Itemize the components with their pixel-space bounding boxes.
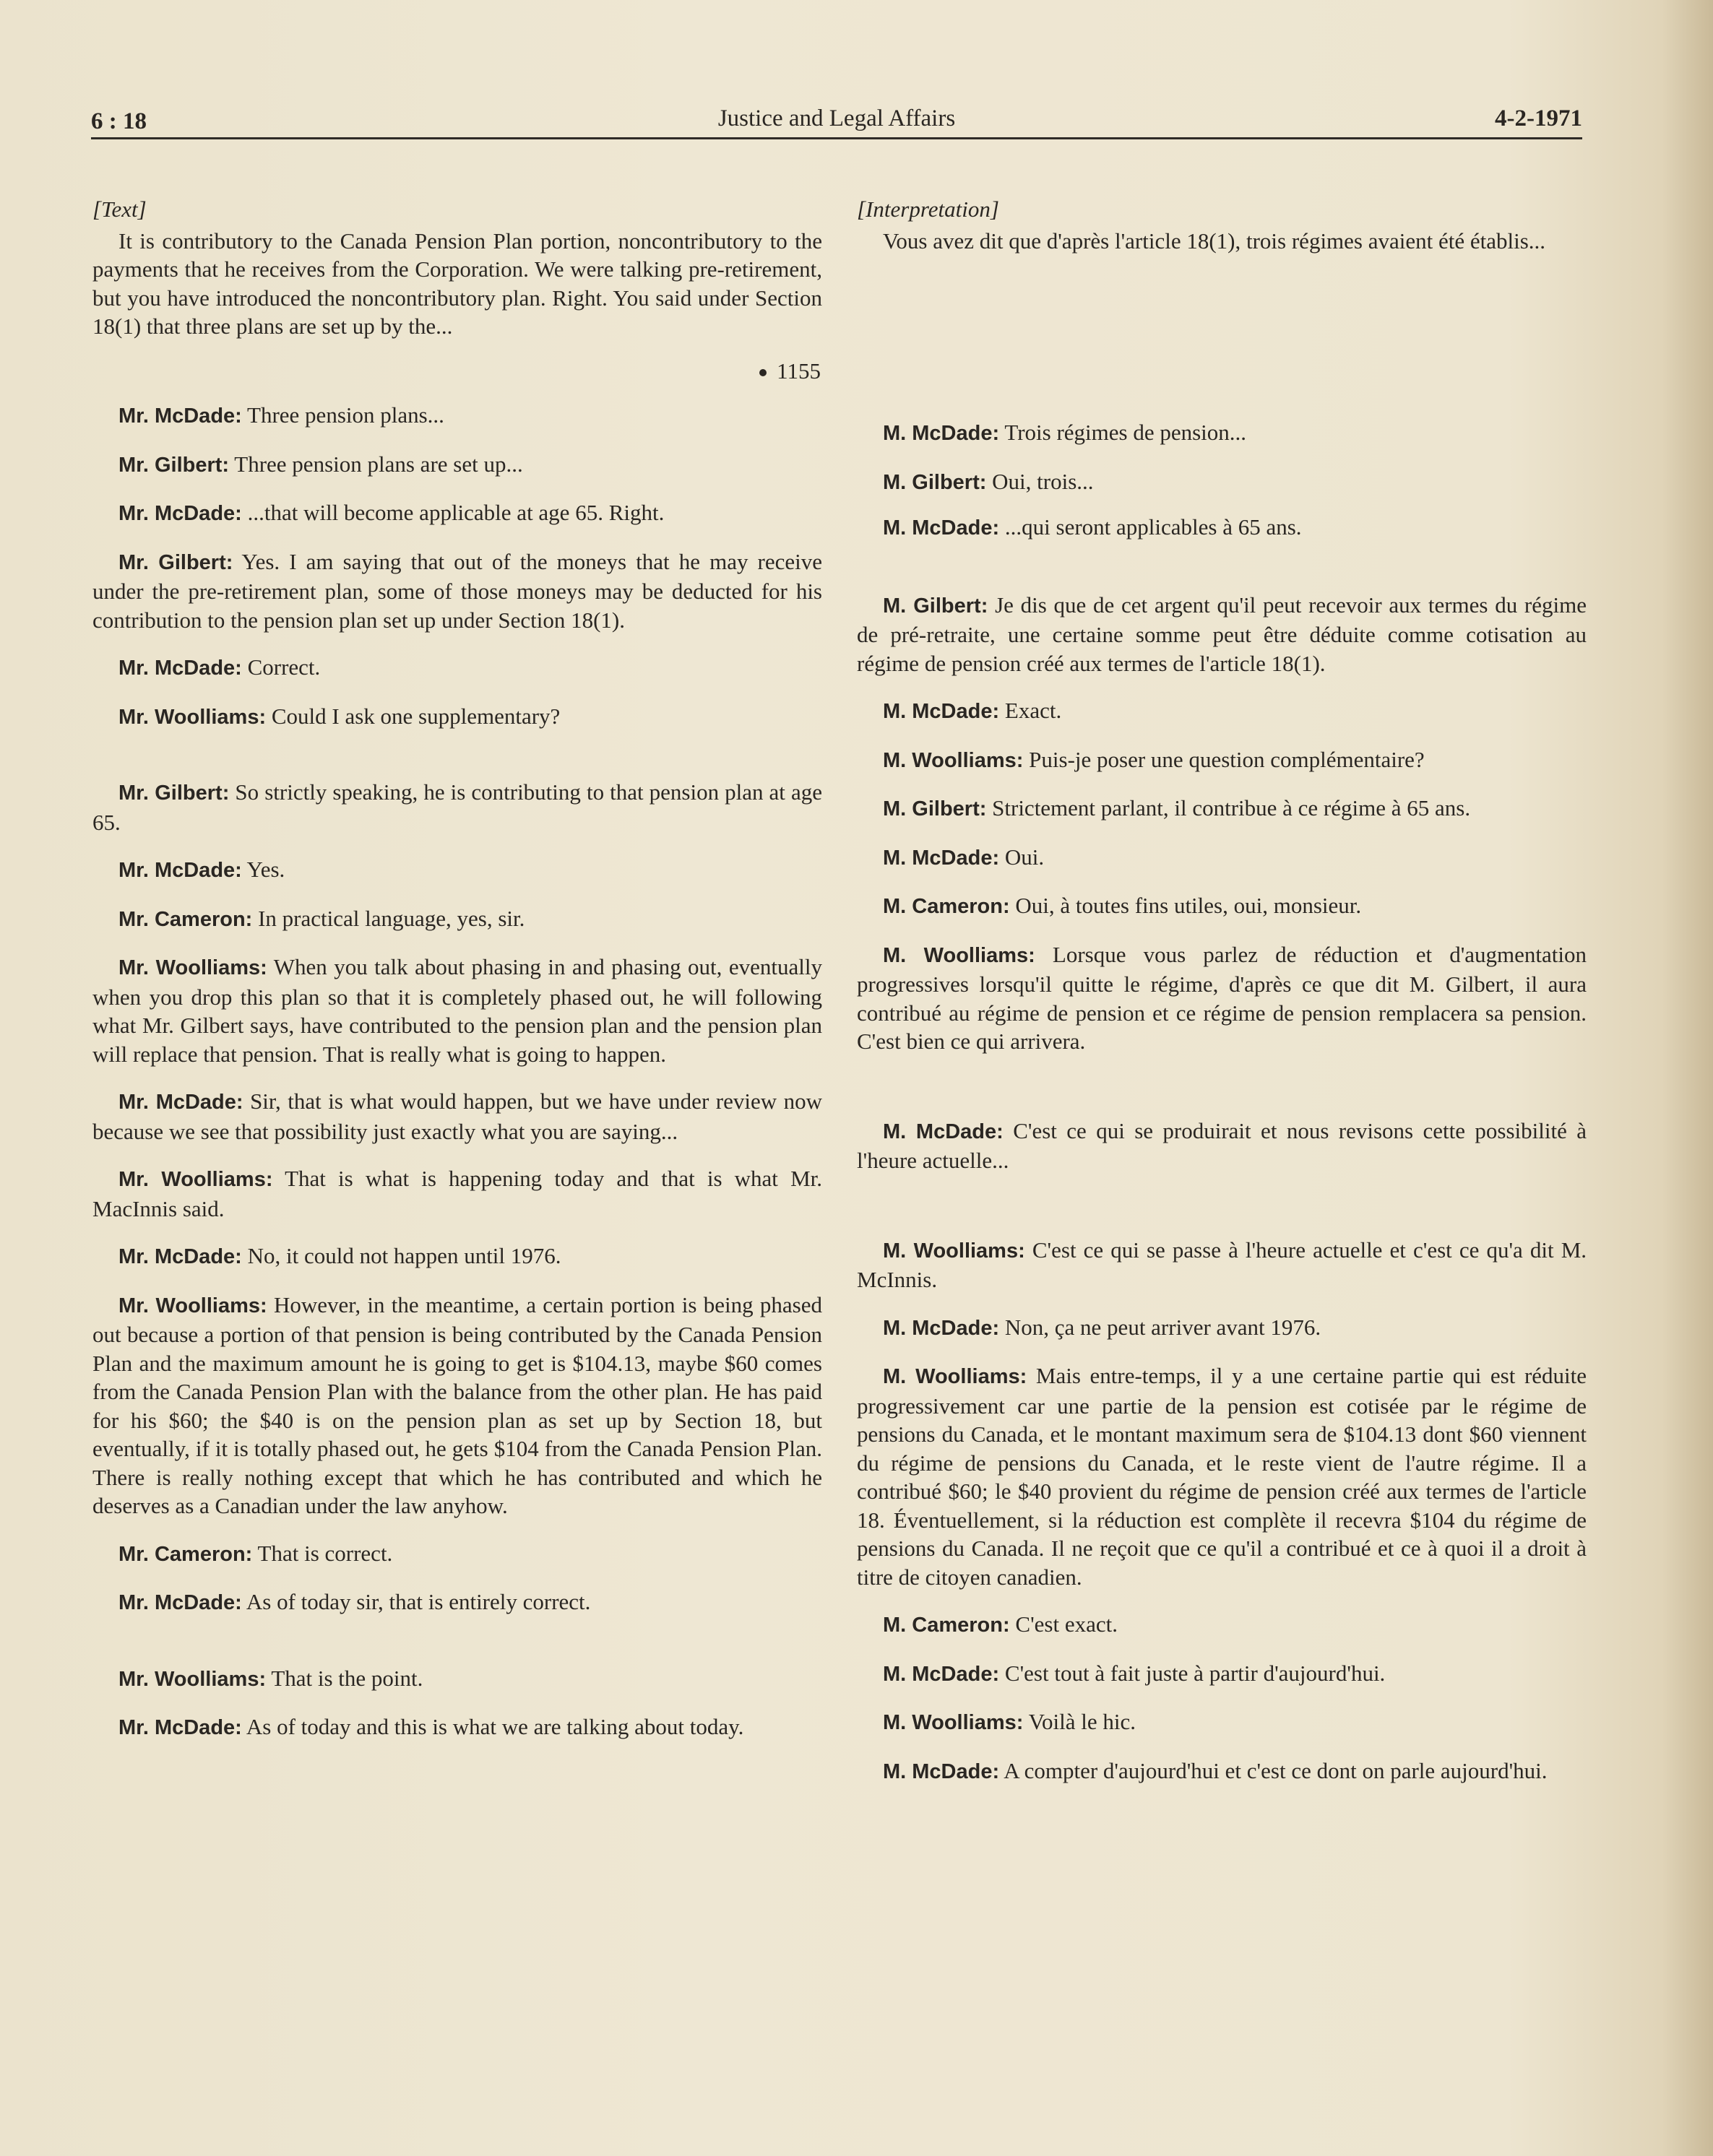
speech-entry [92, 702, 822, 732]
speaker-name: Mr. Woolliams: [118, 1168, 273, 1191]
speech-entry [92, 653, 822, 683]
speaker-name: M. McDade: [883, 1316, 1000, 1340]
speech-entry [92, 1291, 822, 1520]
speech-text: That is the point. [271, 1665, 423, 1691]
speech-text: Mais entre-temps, il y a une certaine partie qui est réduite progressivement car une partie de la pension est cotisée par le régime de pensions du Canada, et le montant maximum sera de $104.13 dont $60 viennent du régime de pensions du Canada, et le reste vient de l'autre régime. Il a contribué $60; le $40 provient du régime de pension créé aux termes de l'article 18. Éventuellement, si la réduction est complète il recevra $104 du régime de pensions du Canada. Il ne reçoit que ce qu'il a contribué et ce à quoi il a droit à titre de citoyen canadien. [857, 1363, 1587, 1590]
speaker-name: Mr. McDade: [118, 657, 242, 680]
speaker-name: M. McDade: [883, 700, 1000, 723]
speech-text: Lorsque vous parlez de réduction et d'augmentation progressives lorsqu'il quitte le régime, d'après ce que dit M. Gilbert, il aura contribué au régime de pension et ce régime de pension remplacera sa pension. C'est bien ce qui arrivera. [857, 941, 1587, 1054]
french-column [857, 195, 1587, 1786]
speech-text: Oui. [1004, 844, 1045, 870]
speech-entry [92, 1164, 822, 1223]
speech-entry [857, 418, 1587, 449]
speaker-name: Mr. McDade: [118, 502, 242, 525]
speech-text: As of today and this is what we are talking about today. [246, 1714, 744, 1739]
speaker-name: Mr. Woolliams: [118, 705, 267, 729]
speech-entry [857, 843, 1587, 873]
speech-entry [92, 1713, 822, 1743]
intro-paragraph: Vous avez dit que d'après l'article 18(1), trois régimes avaient été établis... [883, 228, 1546, 254]
speech-entry [92, 1588, 822, 1618]
speech-text: C'est ce qui se produirait et nous revisons cette possibilité à l'heure actuelle... [857, 1117, 1587, 1173]
speech-entry [92, 401, 822, 431]
column-label: [Interpretation] [857, 196, 999, 222]
speech-entry [857, 1313, 1587, 1343]
speaker-name: M. McDade: [883, 422, 1000, 445]
speech-text: C'est tout à fait juste à partir d'aujourd'hui. [1004, 1660, 1386, 1686]
speaker-name: M. Woolliams: [883, 1365, 1027, 1388]
speaker-name: M. McDade: [883, 1759, 1000, 1783]
speech-entry [857, 1361, 1587, 1591]
speech-entry [92, 1664, 822, 1694]
speech-entry [92, 1242, 822, 1272]
speech-text: C'est ce qui se passe à l'heure actuelle et c'est ce qu'a dit M. McInnis. [857, 1237, 1587, 1292]
speaker-name: Mr. Gilbert: [118, 550, 233, 574]
speech-entry [857, 1707, 1587, 1738]
speaker-name: M. McDade: [883, 1662, 1000, 1686]
speech-text: ...qui seront applicables à 65 ans. [1004, 514, 1302, 540]
speech-text: C'est exact. [1015, 1611, 1118, 1637]
speaker-name: Mr. Gilbert: [118, 782, 230, 805]
speaker-name: Mr. McDade: [118, 404, 242, 428]
speaker-name: Mr. Cameron: [118, 1542, 253, 1566]
speaker-name: Mr. Woolliams: [118, 1667, 267, 1691]
speaker-name: M. Cameron: [883, 895, 1010, 918]
speech-text: Oui, à toutes fins utiles, oui, monsieur. [1015, 893, 1362, 918]
speech-entry [92, 547, 822, 635]
speech-entry [92, 450, 822, 480]
speaker-name: M. Gilbert: [883, 470, 987, 494]
speech-text: That is what is happening today and that is what Mr. MacInnis said. [92, 1166, 822, 1221]
speech-entry [92, 498, 822, 529]
speech-text: Non, ça ne peut arriver avant 1976. [1004, 1314, 1321, 1340]
speech-entry [857, 891, 1587, 922]
publication-title: Justice and Legal Affairs [717, 105, 956, 131]
speaker-name: Mr. Gilbert: [118, 453, 230, 477]
speech-entry [857, 1757, 1587, 1787]
speaker-name: M. McDade: [883, 1120, 1004, 1143]
speaker-name: M. Gilbert: [883, 594, 988, 618]
speech-entry [857, 1610, 1587, 1640]
page-header [91, 100, 1582, 139]
speech-entry [857, 1659, 1587, 1689]
speaker-name: Mr. McDade: [118, 1245, 242, 1268]
speech-entry [92, 1087, 822, 1146]
speaker-name: M. Gilbert: [883, 797, 987, 821]
speech-text: Sir, that is what would happen, but we have under review now because we see that possibility just exactly what you are saying... [92, 1088, 822, 1144]
speech-text: In practical language, yes, sir. [258, 905, 525, 931]
speech-text: Could I ask one supplementary? [271, 703, 561, 729]
speech-entry [857, 1117, 1587, 1175]
english-column [92, 195, 822, 1743]
speech-text: Puis-je poser une question complémentaire? [1029, 746, 1425, 772]
speech-text: Three pension plans... [247, 402, 444, 428]
speaker-name: M. Woolliams: [883, 748, 1024, 772]
speech-text: ...that will become applicable at age 65. Right. [247, 500, 665, 525]
speech-entry [92, 855, 822, 886]
column-label: [Text] [92, 196, 147, 222]
speech-entry [857, 1236, 1587, 1294]
speaker-name: Mr. Cameron: [118, 907, 253, 931]
speech-text: Voilà le hic. [1028, 1709, 1136, 1734]
page-number: 6 : 18 [91, 108, 147, 134]
speech-text: As of today sir, that is entirely correct. [246, 1589, 591, 1614]
speech-text: When you talk about phasing in and phasing out, eventually when you drop this plan so that it is completely phased out, he will following what Mr. Gilbert says, have contributed to the pension plan and the pension plan will replace that pension. That is really what is going to happen. [92, 954, 822, 1067]
speech-entry [857, 467, 1587, 498]
speech-entry [92, 778, 822, 836]
speaker-name: M. McDade: [883, 516, 1000, 540]
speaker-name: Mr. McDade: [118, 1591, 242, 1614]
speech-entry [92, 904, 822, 935]
speech-entry [857, 696, 1587, 727]
speech-text: Trois régimes de pension... [1004, 420, 1247, 445]
speaker-name: Mr. McDade: [118, 1716, 242, 1739]
speech-entry [857, 940, 1587, 1056]
speech-entry [92, 953, 822, 1068]
speech-text: Oui, trois... [992, 468, 1094, 494]
speech-text: Correct. [247, 654, 321, 680]
header-date: 4-2-1971 [1495, 105, 1582, 131]
speaker-name: M. McDade: [883, 846, 1000, 870]
speech-entry [92, 1539, 822, 1570]
speech-text: That is correct. [257, 1540, 393, 1566]
speaker-name: Mr. McDade: [118, 1091, 243, 1114]
speaker-name: M. Woolliams: [883, 1711, 1024, 1734]
speaker-name: M. Woolliams: [883, 1239, 1025, 1263]
bullet-icon [759, 369, 767, 376]
speaker-name: Mr. Woolliams: [118, 1294, 267, 1317]
speech-text: No, it could not happen until 1976. [247, 1243, 561, 1268]
speech-text: So strictly speaking, he is contributing to that pension plan at age 65. [92, 779, 822, 835]
speech-text: A compter d'aujourd'hui et c'est ce dont on parle aujourd'hui. [1004, 1757, 1548, 1783]
speech-text: Yes. [246, 857, 285, 882]
speech-text: Strictement parlant, il contribue à ce régime à 65 ans. [992, 795, 1471, 821]
speaker-name: Mr. Woolliams: [118, 956, 267, 979]
speech-text: Exact. [1004, 698, 1062, 723]
speaker-name: Mr. McDade: [118, 859, 242, 882]
speaker-name: M. Woolliams: [883, 943, 1035, 967]
speech-entry [857, 745, 1587, 776]
speaker-name: M. Cameron: [883, 1614, 1010, 1637]
intro-paragraph: It is contributory to the Canada Pension Plan portion, noncontributory to the payments that he receives from the Corporation. We were talking pre-retirement, but you have introduced the noncontributory plan. Right. You said under Section 18(1) that three plans are set up by the... [92, 228, 822, 339]
speech-entry [857, 591, 1587, 678]
speech-text: Three pension plans are set up... [234, 451, 523, 477]
speech-entry [857, 794, 1587, 824]
time-marker: 1155 [92, 357, 822, 386]
speech-text: However, in the meantime, a certain portion is being phased out because a portion of that pension is being contributed by the Canada Pension Plan and the maximum amount he is going to get is $104.13, maybe $60 comes from the Canada Pension Plan with the balance from the other plan. He has paid for his $60; the $40 is on the pension plan as set up by Section 18, but eventually, if it is totally phased out, he gets $104 from the Canada Pension Plan. There is really nothing except that which he has contributed and which he deserves as a Canadian under the law anyhow. [92, 1291, 823, 1518]
speech-text: Yes. I am saying that out of the moneys that he may receive under the pre-retirement plan, some of those moneys may be deducted for his contribution to the pension plan set up under Section 18(1). [92, 548, 822, 633]
speech-entry [857, 513, 1587, 543]
speech-text: Je dis que de cet argent qu'il peut recevoir aux termes du régime de pré-retraite, une certaine somme peut être déduite comme cotisation au régime de pension créé aux termes de l'article 18(1). [857, 592, 1587, 676]
